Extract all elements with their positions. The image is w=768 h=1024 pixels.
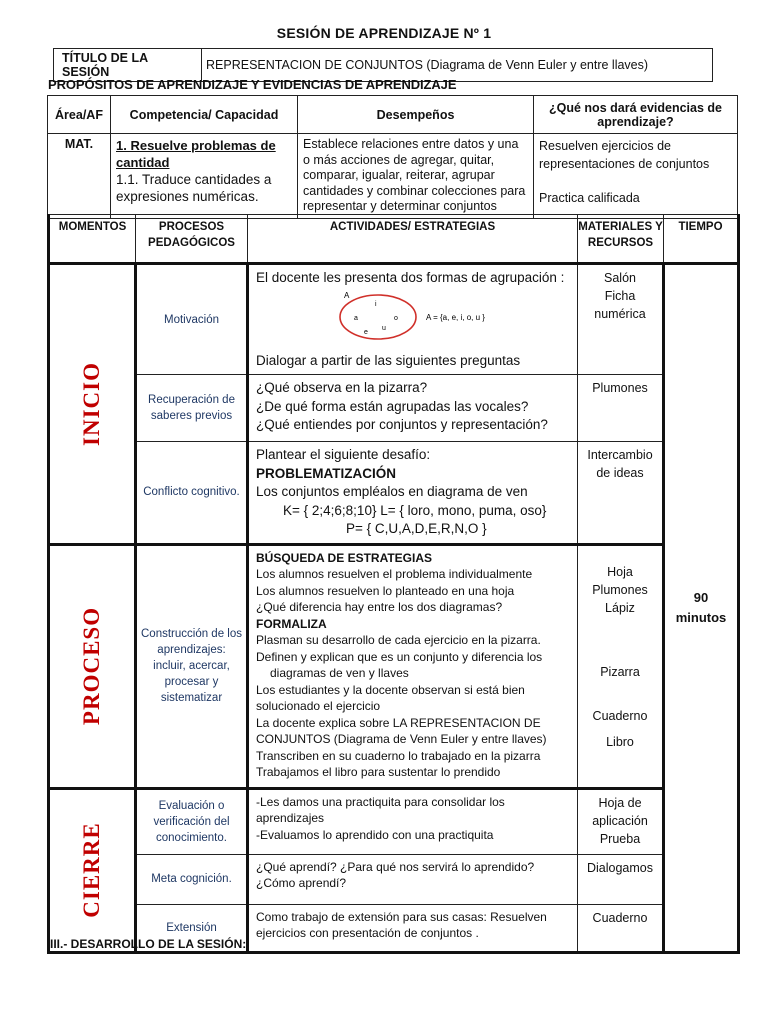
material-item: Intercambio: [587, 448, 653, 462]
activity-line: ¿Qué entiendes por conjuntos y representación?: [256, 417, 548, 432]
activity-line: diagramas de ven y llaves: [270, 666, 409, 680]
activity-line: Trabajamos el libro para sustentar lo prendido: [256, 765, 501, 779]
conflicto-challenge: [256, 446, 570, 483]
activity-line: ¿De qué forma están agrupadas las vocales?: [256, 398, 529, 414]
activity-meta: ¿Qué aprendí? ¿Para qué nos servirá lo aprendido? ¿Cómo aprendí?: [248, 854, 578, 904]
venn-ellipse: [340, 295, 416, 339]
header-processes: PROCESOS PEDAGÓGICOS: [136, 215, 248, 264]
material-item: Prueba: [599, 831, 641, 846]
materials-conflicto: [578, 442, 664, 545]
competence-cell: [111, 134, 298, 219]
process-meta: Meta cognición.: [136, 854, 248, 904]
performance-cell: Establece relaciones entre datos y una o más acciones de agregar, quitar, comparar, igualar, reiterar, agrupar cantidades y combinar colecciones para representar y determinar conjuntos: [298, 134, 534, 219]
purposes-heading: PROPÓSITOS DE APRENDIZAJE Y EVIDENCIAS DE APRENDIZAJE: [48, 77, 457, 92]
process-extension: Extensión: [136, 904, 248, 952]
material-item: Plumones: [592, 582, 648, 597]
process-recuperacion: Recuperación de saberes previos: [136, 375, 248, 442]
purposes-header-competence: Competencia/ Capacidad: [111, 96, 298, 134]
activity-conflicto: [248, 442, 578, 545]
material-item: Dialogamos: [586, 860, 653, 875]
moment-inicio-label: INICIO: [79, 361, 104, 446]
document-title: SESIÓN DE APRENDIZAJE Nº 1: [276, 25, 492, 41]
strategy-heading: BÚSQUEDA DE ESTRATEGIAS: [256, 550, 433, 565]
motivacion-dialogue: Dialogar a partir de las siguientes preguntas: [256, 352, 521, 368]
activity-line: -Evaluamos lo aprendido con una practiquita: [256, 827, 494, 842]
activity-line: Plasman su desarrollo de cada ejercicio en la pizarra.: [256, 633, 541, 647]
activity-line: ¿Qué observa en la pizarra?: [256, 380, 428, 395]
materials-construccion: [578, 544, 664, 788]
material-item: numérica: [594, 307, 646, 321]
material-item: Libro: [606, 734, 634, 749]
activity-line: -Les damos una practiquita para consolidar los aprendizajes: [256, 794, 505, 825]
time-unit: minutos: [675, 609, 727, 625]
venn-set-notation: A = {a, e, i, o, u }: [426, 312, 485, 322]
development-heading: III.- DESARROLLO DE LA SESIÓN:: [50, 937, 247, 951]
venn-diagram: [334, 292, 570, 342]
material-item: Lápiz: [605, 600, 635, 615]
purposes-header-evidence: ¿Qué nos dará evidencias de aprendizaje?: [534, 96, 738, 134]
header-time: TIEMPO: [664, 215, 739, 264]
moment-inicio: [49, 264, 136, 545]
moment-cierre: [49, 788, 136, 952]
header-activities: ACTIVIDADES/ ESTRATEGIAS: [248, 215, 578, 264]
session-title-label: TÍTULO DE LA SESIÓN: [54, 49, 202, 82]
activity-line: Los alumnos resuelven lo planteado en una hoja: [256, 583, 515, 598]
activity-construccion: [248, 544, 578, 788]
moment-proceso: [49, 544, 136, 788]
header-materials: MATERIALES Y RECURSOS: [578, 215, 664, 264]
activity-line: Definen y explican que es un conjunto y diferencia los: [256, 649, 543, 664]
activity-line: Los estudiantes y la docente observan si está bien solucionado el ejercicio: [256, 682, 525, 713]
evidence-text: Resuelven ejercicios de representaciones de conjuntos: [539, 139, 710, 171]
time-cell: [664, 264, 739, 953]
material-item: Cuaderno: [592, 910, 648, 925]
material-item: Salón: [604, 271, 636, 285]
session-title-value: REPRESENTACION DE CONJUNTOS (Diagrama de Venn Euler y entre llaves): [202, 49, 713, 82]
sets-line-1: K= { 2;4;6;8;10} L= { loro, mono, puma, oso}: [283, 502, 547, 518]
materials-meta: [578, 854, 664, 904]
material-item: Pizarra: [600, 664, 640, 679]
process-construccion: Construcción de los aprendizajes: incluir, acercar, procesar y sistematizar: [136, 544, 248, 788]
venn-letter-u: u: [382, 324, 386, 332]
materials-recuperacion: [578, 375, 664, 442]
activity-evaluacion: [248, 788, 578, 854]
purposes-header-area: Área/AF: [48, 96, 111, 134]
time-value: 90: [693, 589, 709, 605]
area-cell: MAT.: [48, 134, 111, 219]
material-item: Hoja de: [598, 795, 642, 810]
process-motivacion: Motivación: [136, 264, 248, 375]
materials-extension: [578, 904, 664, 952]
venn-letter-a: a: [354, 314, 358, 322]
formaliza-heading: FORMALIZA: [256, 616, 327, 631]
process-conflicto: Conflicto cognitivo.: [136, 442, 248, 545]
competence-title: 1. Resuelve problemas de cantidad: [116, 138, 276, 170]
activity-motivacion: [248, 264, 578, 375]
motivacion-intro: El docente les presenta dos formas de agrupación :: [256, 270, 565, 285]
activity-line: Transcriben en su cuaderno lo trabajado en la pizarra: [256, 748, 541, 763]
challenge-text: Plantear el siguiente desafío:: [256, 447, 431, 462]
material-item: Plumones: [592, 381, 648, 395]
evidence-practice: Practica calificada: [539, 191, 640, 205]
activity-line: Los conjuntos empléalos en diagrama de ven: [256, 484, 528, 499]
sets-line-2: P= { C,U,A,D,E,R,N,O }: [346, 521, 487, 536]
activity-recuperacion: [248, 375, 578, 442]
moments-table: [47, 214, 740, 954]
activity-line: ¿Qué diferencia hay entre los dos diagramas?: [256, 600, 503, 614]
material-item: Ficha: [604, 289, 636, 303]
venn-letter-e: e: [364, 328, 368, 336]
activity-line: Los alumnos resuelven el problema individualmente: [256, 567, 533, 581]
material-item: Cuaderno: [592, 708, 648, 723]
material-item: de ideas: [596, 466, 644, 480]
moment-cierre-label: CIERRE: [79, 822, 104, 918]
materials-evaluacion: [578, 788, 664, 854]
venn-letter-i: i: [375, 300, 377, 308]
material-item: aplicación: [592, 813, 648, 828]
activity-line: La docente explica sobre LA REPRESENTACION DE CONJUNTOS (Diagrama de Venn Euler y entre llaves): [256, 715, 547, 746]
purposes-table: [47, 95, 738, 219]
evidence-cell: [534, 134, 738, 219]
process-evaluacion: Evaluación o verificación del conocimiento.: [136, 788, 248, 854]
moment-proceso-label: PROCESO: [79, 606, 104, 726]
materials-motivacion: [578, 264, 664, 375]
challenge-keyword: PROBLEMATIZACIÓN: [256, 465, 396, 481]
purposes-header-performance: Desempeños: [298, 96, 534, 134]
venn-letter-o: o: [394, 314, 398, 322]
venn-diagram-graphic: [334, 292, 514, 342]
material-item: Hoja: [607, 564, 633, 579]
venn-letter-set: A: [344, 291, 350, 300]
competence-capacity: 1.1. Traduce cantidades a expresiones numéricas.: [116, 172, 272, 204]
header-moments: MOMENTOS: [49, 215, 136, 264]
activity-extension: Como trabajo de extensión para sus casas: Resuelven ejercicios con presentación de conjuntos .: [248, 904, 578, 952]
